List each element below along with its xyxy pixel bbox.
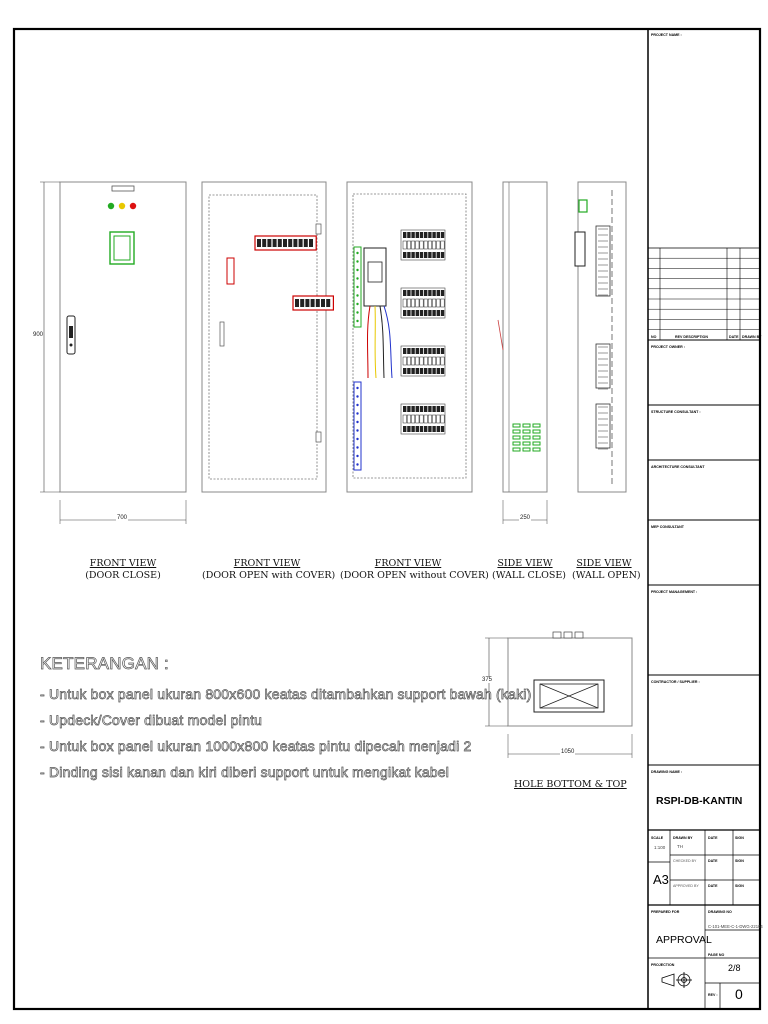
breaker-terminal [420,426,423,432]
breaker-body [420,357,423,365]
breaker-terminal [437,406,440,412]
earth-terminal [356,294,358,296]
breaker-body [403,357,406,365]
breaker-terminal [424,368,427,374]
drawing-name-label: DRAWING NAME : [651,770,683,774]
breaker-terminal [428,232,431,238]
sign-label-2: SIGN [735,859,744,863]
neutral-terminal [356,404,358,406]
breaker-pole [283,239,287,247]
side-view-open-title: SIDE VIEW (WALL OPEN) [572,558,641,581]
breaker-pole [321,299,325,307]
neutral-terminal [356,463,358,465]
project-management-label: PROJECT MANAGEMENT : [651,590,698,594]
breaker-terminal [441,290,444,296]
indicator-lamp-yellow [119,203,125,209]
breaker-body [432,415,435,423]
breaker-terminal [416,232,419,238]
dim-depth: 250 [520,515,531,521]
breaker-terminal [416,426,419,432]
breaker-terminal [437,310,440,316]
note-item: - Untuk box panel ukuran 1000x800 keatas pintu dipecah menjadi 2 [40,738,472,754]
breaker-terminal [411,406,414,412]
breaker-pole [304,239,308,247]
breaker-body [437,415,440,423]
approved-by-label: APPROVED BY [673,884,699,888]
breaker-body [411,241,414,249]
breaker-pole [278,239,282,247]
breaker-terminal [424,232,427,238]
breaker-pole [262,239,266,247]
front-view-door-open-no-cover [347,182,472,492]
breaker-pole [267,239,271,247]
breaker-terminal [403,232,406,238]
breaker-pole [326,299,330,307]
breaker-terminal [441,252,444,258]
breaker-body [407,357,410,365]
breaker-terminal [424,406,427,412]
project-name-label: PROJECT NAME : [651,33,682,37]
neutral-terminal [356,455,358,457]
breaker-terminal [416,290,419,296]
mep-consultant-label: MEP CONSULTANT [651,525,684,529]
project-owner-label: PROJECT OWNER : [651,345,685,349]
side-view-close-title: SIDE VIEW (WALL CLOSE) [492,558,567,581]
prepared-for-label: PREPARED FOR [651,910,680,914]
front-view-door-close [40,182,186,524]
breaker-terminal [441,232,444,238]
drawing-no: C-101-MEE-C-1-DWG-22104 [708,924,763,929]
breaker-terminal [407,426,410,432]
checked-by-label: CHECKED BY [673,859,697,863]
breaker-body [420,241,423,249]
earth-terminal [356,320,358,322]
page-label: PAGE NO [708,953,725,957]
breaker-terminal [432,310,435,316]
drawn-by-value: TH [677,844,683,849]
breaker-pole [311,299,315,307]
dim-hole-width: 1050 [561,749,575,755]
scale-value: 1:100 [654,845,666,850]
breaker-body [428,415,431,423]
breaker-body [403,241,406,249]
breaker-terminal [420,310,423,316]
breaker-body [441,241,444,249]
front-view-nocover-title: FRONT VIEW (DOOR OPEN without COVER) [340,558,489,581]
breaker-pole [316,299,320,307]
breaker-body [420,415,423,423]
breaker-terminal [411,368,414,374]
breaker-terminal [407,348,410,354]
breaker-terminal [407,232,410,238]
hole-view-title: HOLE BOTTOM & TOP [514,779,627,790]
neutral-terminal [356,395,358,397]
notes-heading: KETERANGAN : [40,654,169,673]
breaker-terminal [432,426,435,432]
breaker-terminal [403,406,406,412]
breaker-body [407,415,410,423]
breaker-terminal [420,290,423,296]
breaker-terminal [424,426,427,432]
breaker-pole [293,239,297,247]
breaker-body [437,299,440,307]
date-label-3: DATE [708,884,718,888]
breaker-terminal [411,252,414,258]
breaker-terminal [403,426,406,432]
breaker-body [416,299,419,307]
breaker-pole [295,299,299,307]
earth-terminal [356,311,358,313]
breaker-body [432,241,435,249]
breaker-terminal [411,310,414,316]
breaker-terminal [428,348,431,354]
breaker-body [432,299,435,307]
breaker-terminal [403,348,406,354]
breaker-body [407,241,410,249]
earth-terminal [356,303,358,305]
breaker-body [437,241,440,249]
approval-status: APPROVAL [656,934,712,946]
breaker-body [441,415,444,423]
front-view-close-title: FRONT VIEW (DOOR CLOSE) [85,558,161,581]
breaker-body [424,241,427,249]
breaker-terminal [403,290,406,296]
breaker-body [428,299,431,307]
breaker-terminal [428,368,431,374]
breaker-terminal [407,310,410,316]
breaker-terminal [437,290,440,296]
breaker-terminal [432,290,435,296]
breaker-terminal [432,232,435,238]
scale-label: SCALE [651,836,664,840]
rev-header-desc: REV DESCRIPTION [675,335,708,339]
breaker-pole [288,239,292,247]
breaker-body [432,357,435,365]
earth-terminal [356,269,358,271]
breaker-terminal [416,406,419,412]
side-view-wall-close [498,182,547,524]
breaker-terminal [424,290,427,296]
rev-header-no: NO [651,335,657,339]
breaker-terminal [416,252,419,258]
indicator-lamp-green [108,203,114,209]
breaker-terminal [437,252,440,258]
breaker-body [416,415,419,423]
breaker-terminal [403,252,406,258]
drawn-by-label: DRAWN BY [673,836,693,840]
breaker-terminal [424,310,427,316]
breaker-terminal [403,368,406,374]
dim-hole-depth: 375 [482,677,493,683]
note-item: - Updeck/Cover dibuat model pintu [40,712,263,728]
breaker-terminal [420,406,423,412]
breaker-pole [257,239,261,247]
breaker-body [416,241,419,249]
breaker-terminal [428,406,431,412]
front-view-cover-title: FRONT VIEW (DOOR OPEN with COVER) [202,558,336,581]
drawing-no-label: DRAWING NO [708,910,732,914]
contractor-label: CONTRACTOR / SUPPLIER : [651,680,700,684]
breaker-body [424,299,427,307]
breaker-body [411,415,414,423]
breaker-terminal [420,252,423,258]
breaker-pole [300,299,304,307]
neutral-terminal [356,387,358,389]
earth-terminal [356,260,358,262]
indicator-lamp-red [130,203,136,209]
breaker-terminal [416,368,419,374]
breaker-terminal [416,348,419,354]
date-label-2: DATE [708,859,718,863]
breaker-terminal [432,368,435,374]
page-value: 2/8 [728,963,741,973]
breaker-terminal [432,252,435,258]
breaker-terminal [411,232,414,238]
breaker-terminal [428,290,431,296]
breaker-body [407,299,410,307]
drawing-name: RSPI-DB-KANTIN [656,795,743,807]
breaker-terminal [441,406,444,412]
breaker-body [411,299,414,307]
breaker-pole [273,239,277,247]
breaker-pole [305,299,309,307]
din-rail [596,226,610,296]
breaker-terminal [437,232,440,238]
breaker-body [428,357,431,365]
breaker-terminal [420,348,423,354]
breaker-terminal [428,252,431,258]
note-item: - Dinding sisi kanan dan kiri diberi support untuk mengikat kabel [40,764,450,780]
breaker-terminal [441,310,444,316]
neutral-terminal [356,421,358,423]
breaker-terminal [403,310,406,316]
earth-terminal [356,252,358,254]
breaker-terminal [411,348,414,354]
structure-consultant-label: STRUCTURE CONSULTANT : [651,410,701,414]
sign-label-3: SIGN [735,884,744,888]
dim-width: 700 [117,515,128,521]
breaker-body [437,357,440,365]
sign-label: SIGN [735,836,744,840]
breaker-terminal [407,290,410,296]
breaker-body [441,299,444,307]
projection-label: PROJECTION [651,963,675,967]
neutral-terminal [356,412,358,414]
rev-header-drawn: DRAWN BY [742,335,762,339]
breaker-body [403,415,406,423]
earth-terminal [356,277,358,279]
title-block-grid [648,248,760,1009]
breaker-terminal [407,368,410,374]
rev-header-date: DATE [729,335,739,339]
breaker-terminal [437,426,440,432]
breaker-body [424,357,427,365]
rev-label: REV : [708,993,718,997]
paper-size: A3 [653,872,669,887]
breaker-terminal [432,348,435,354]
breaker-terminal [411,426,414,432]
breaker-body [424,415,427,423]
breaker-terminal [437,368,440,374]
breaker-terminal [411,290,414,296]
breaker-terminal [424,348,427,354]
din-rail [596,344,610,388]
breaker-terminal [407,406,410,412]
breaker-pole [309,239,313,247]
breaker-pole [299,239,303,247]
projection-symbol-icon [662,972,692,988]
rev-value: 0 [735,986,743,1002]
breaker-body [403,299,406,307]
breaker-terminal [428,426,431,432]
breaker-terminal [420,368,423,374]
breaker-body [416,357,419,365]
breaker-body [420,299,423,307]
neutral-terminal [356,438,358,440]
breaker-terminal [424,252,427,258]
breaker-body [411,357,414,365]
breaker-terminal [428,310,431,316]
side-view-wall-open [575,182,626,492]
dim-height: 900 [33,332,44,338]
breaker-body [441,357,444,365]
breaker-terminal [432,406,435,412]
neutral-terminal [356,429,358,431]
earth-terminal [356,286,358,288]
breaker-terminal [441,348,444,354]
date-label: DATE [708,836,718,840]
architecture-consultant-label: ARCHITECTURE CONSULTANT [651,465,705,469]
breaker-body [428,241,431,249]
breaker-terminal [407,252,410,258]
breaker-terminal [420,232,423,238]
breaker-terminal [441,426,444,432]
breaker-terminal [416,310,419,316]
breaker-terminal [437,348,440,354]
breaker-terminal [441,368,444,374]
din-rail [596,404,610,448]
note-item: - Untuk box panel ukuran 800x600 keatas ditambahkan support bawah (kaki) [40,686,532,702]
neutral-terminal [356,446,358,448]
